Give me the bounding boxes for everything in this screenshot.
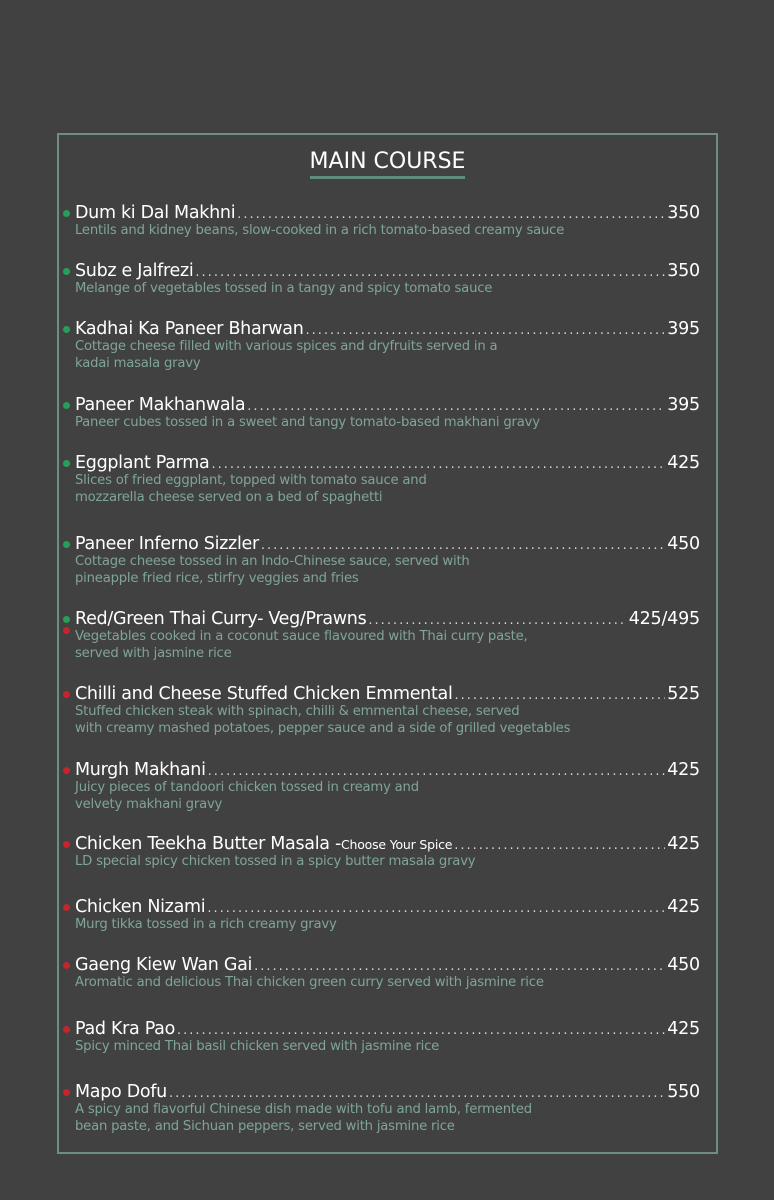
item-description-line2: served with jasmine rice [75, 646, 232, 661]
item-description: Stuffed chicken steak with spinach, chilli & emmental cheese, served [75, 704, 520, 719]
item-price: 425 [667, 897, 700, 917]
item-name: Subz e Jalfrezi [75, 261, 194, 281]
menu-item [75, 319, 700, 373]
dot-leader [306, 323, 666, 338]
item-description: A spicy and flavorful Chinese dish made with tofu and lamb, fermented [75, 1102, 532, 1117]
item-name: Gaeng Kiew Wan Gai [75, 955, 253, 975]
dot-leader [177, 1023, 665, 1038]
dot-leader [368, 613, 626, 628]
item-name: Kadhai Ka Paneer Bharwan [75, 319, 304, 339]
menu-title [59, 149, 716, 179]
nonveg-dot-icon [63, 1026, 70, 1033]
item-price: 350 [667, 261, 700, 281]
dot-leader [261, 538, 665, 553]
item-name: Paneer Makhanwala [75, 395, 246, 415]
menu-item [75, 1082, 700, 1136]
nonveg-dot-icon [63, 841, 70, 848]
item-description: Juicy pieces of tandoori chicken tossed in creamy and [75, 780, 419, 795]
item-price: 395 [667, 395, 700, 415]
dot-leader [207, 901, 665, 916]
veg-dot-icon [63, 326, 70, 333]
dot-leader [247, 399, 665, 414]
item-description: Murg tikka tossed in a rich creamy gravy [75, 917, 337, 932]
menu-item [75, 534, 700, 588]
item-note: Choose Your Spice [340, 837, 453, 852]
item-description-line2: with creamy mashed potatoes, pepper sauce and a side of grilled vegetables [75, 721, 571, 736]
item-price: 450 [667, 534, 700, 554]
dot-leader [455, 688, 666, 703]
dot-leader [211, 457, 665, 472]
item-description: Spicy minced Thai basil chicken served with jasmine rice [75, 1039, 440, 1054]
item-price: 425 [667, 453, 700, 473]
veg-dot-icon [63, 268, 70, 275]
menu-item [75, 834, 700, 871]
item-name: Chilli and Cheese Stuffed Chicken Emmental [75, 684, 453, 704]
item-name: Chicken Teekha Butter Masala - [75, 834, 341, 854]
veg-dot-icon [63, 210, 70, 217]
dot-leader [208, 764, 666, 779]
item-price: 425/495 [628, 609, 700, 629]
veg-dot-icon [63, 460, 70, 467]
item-description: Vegetables cooked in a coconut sauce flavoured with Thai curry paste, [75, 629, 528, 644]
menu-item [75, 1019, 700, 1056]
nonveg-dot-icon [63, 767, 70, 774]
veg-dot-icon [63, 402, 70, 409]
item-description: Aromatic and delicious Thai chicken green curry served with jasmine rice [75, 975, 544, 990]
dot-leader [169, 1086, 665, 1101]
item-description: Paneer cubes tossed in a sweet and tangy tomato-based makhani gravy [75, 415, 540, 430]
dot-leader [237, 207, 665, 222]
item-description-line2: bean paste, and Sichuan peppers, served with jasmine rice [75, 1119, 455, 1134]
menu-item [75, 684, 700, 738]
nonveg-dot-icon [63, 962, 70, 969]
menu-item [75, 453, 700, 507]
nonveg-dot-icon [63, 904, 70, 911]
item-description: LD special spicy chicken tossed in a spicy butter masala gravy [75, 854, 476, 869]
menu-item [75, 897, 700, 934]
item-name: Eggplant Parma [75, 453, 210, 473]
item-price: 425 [667, 834, 700, 854]
menu-item [75, 203, 700, 240]
nonveg-dot-icon [63, 691, 70, 698]
item-description: Slices of fried eggplant, topped with tomato sauce and [75, 473, 427, 488]
nonveg-dot-icon [63, 627, 70, 634]
item-price: 525 [667, 684, 700, 704]
item-name: Chicken Nizami [75, 897, 206, 917]
dot-leader [195, 265, 665, 280]
menu-title-text: MAIN COURSE [310, 149, 466, 179]
item-price: 450 [667, 955, 700, 975]
menu-item [75, 395, 700, 432]
item-description-line2: kadai masala gravy [75, 356, 201, 371]
item-name: Murgh Makhani [75, 760, 206, 780]
item-description: Lentils and kidney beans, slow-cooked in a rich tomato-based creamy sauce [75, 223, 565, 238]
item-name: Paneer Inferno Sizzler [75, 534, 259, 554]
item-price: 550 [667, 1082, 700, 1102]
veg-dot-icon [63, 616, 70, 623]
item-price: 425 [667, 760, 700, 780]
item-description: Cottage cheese tossed in an Indo-Chinese sauce, served with [75, 554, 470, 569]
menu-item [75, 955, 700, 992]
menu-item [75, 261, 700, 298]
item-price: 425 [667, 1019, 700, 1039]
veg-dot-icon [63, 541, 70, 548]
item-description: Melange of vegetables tossed in a tangy and spicy tomato sauce [75, 281, 493, 296]
item-name: Mapo Dofu [75, 1082, 167, 1102]
item-name: Dum ki Dal Makhni [75, 203, 236, 223]
menu-item [75, 609, 700, 663]
item-description-line2: pineapple fried rice, stirfry veggies and fries [75, 571, 359, 586]
item-price: 395 [667, 319, 700, 339]
menu-frame [57, 133, 718, 1154]
dot-leader [254, 959, 665, 974]
nonveg-dot-icon [63, 1089, 70, 1096]
item-description-line2: mozzarella cheese served on a bed of spaghetti [75, 490, 383, 505]
item-name: Pad Kra Pao [75, 1019, 176, 1039]
item-name: Red/Green Thai Curry- Veg/Prawns [75, 609, 367, 629]
item-description: Cottage cheese filled with various spices and dryfruits served in a [75, 339, 498, 354]
item-description-line2: velvety makhani gravy [75, 797, 223, 812]
menu-item [75, 760, 700, 814]
item-price: 350 [667, 203, 700, 223]
dot-leader [454, 838, 665, 853]
